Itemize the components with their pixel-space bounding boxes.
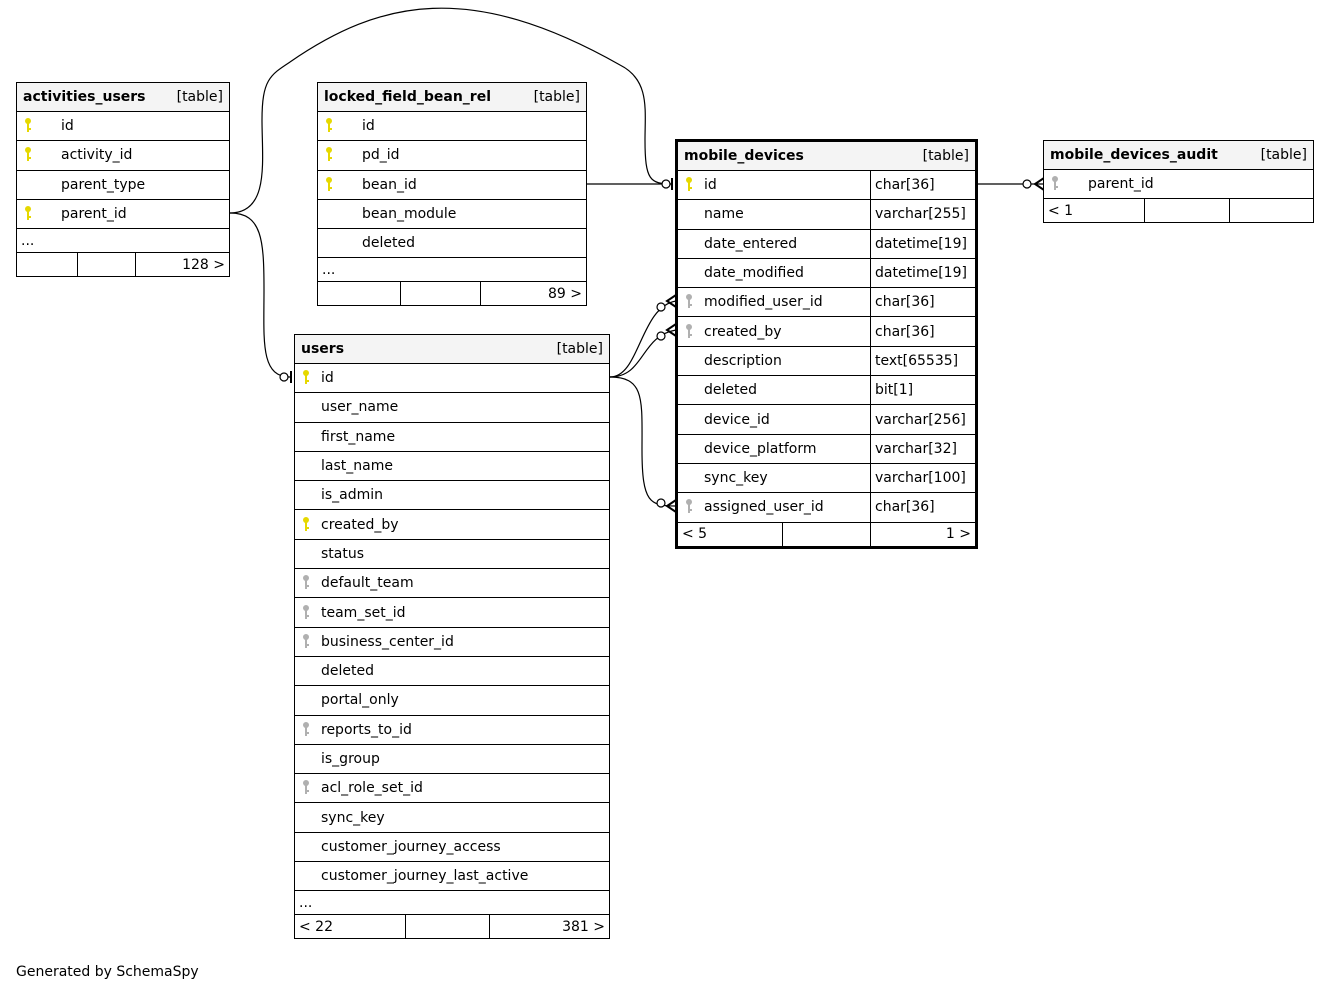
column-row[interactable] (295, 452, 609, 481)
column-name: activity_id (61, 147, 133, 164)
key-slot (23, 205, 33, 223)
foreign-key-icon (301, 574, 311, 592)
column-cell (678, 171, 870, 199)
table-header (1044, 141, 1313, 170)
column-row[interactable] (678, 376, 975, 405)
footer-cell: 381 > (489, 915, 609, 938)
key-slot (324, 205, 334, 223)
column-row[interactable] (295, 862, 609, 891)
column-name: created_by (704, 323, 782, 340)
column-cell (295, 716, 609, 744)
column-name: bean_id (362, 176, 417, 193)
column-cell (318, 112, 586, 140)
key-slot (301, 428, 311, 446)
column-row[interactable] (678, 171, 975, 200)
footer-cell (1229, 199, 1313, 222)
key-slot (324, 234, 334, 252)
column-cell (318, 229, 586, 257)
foreign-key-icon (301, 633, 311, 651)
column-type: varchar[255] (870, 200, 975, 228)
column-name: sync_key (704, 470, 768, 487)
column-name: description (704, 352, 782, 369)
key-slot (301, 662, 311, 680)
column-name: name (704, 206, 744, 223)
footer-cell: < 22 (299, 918, 333, 935)
table-name: users (301, 341, 345, 357)
column-cell (295, 628, 609, 656)
column-cell (678, 288, 870, 316)
primary-key-icon (324, 117, 334, 135)
column-row[interactable] (295, 569, 609, 598)
column-cell (295, 833, 609, 861)
column-cell (295, 452, 609, 480)
key-slot (324, 176, 334, 194)
table-name: locked_field_bean_rel (324, 89, 491, 105)
column-row[interactable] (295, 833, 609, 862)
column-cell (318, 141, 586, 169)
column-name: id (362, 118, 375, 135)
column-name: portal_only (321, 692, 399, 709)
column-row[interactable] (295, 540, 609, 569)
key-slot (301, 574, 311, 592)
column-cell (17, 112, 229, 140)
column-cell (295, 686, 609, 714)
key-slot (1050, 175, 1060, 193)
column-name: last_name (321, 458, 393, 475)
key-slot (301, 867, 311, 885)
key-slot (684, 411, 694, 429)
footer-cell (77, 253, 135, 276)
column-row[interactable] (678, 317, 975, 346)
footer-cell: 1 > (870, 523, 975, 546)
zero-marker (1023, 180, 1031, 188)
column-name: is_admin (321, 487, 384, 504)
column-type: varchar[32] (870, 435, 975, 463)
primary-key-icon (684, 176, 694, 194)
column-name: device_platform (704, 440, 817, 457)
column-row[interactable] (318, 200, 586, 229)
primary-key-icon (324, 176, 334, 194)
column-row[interactable] (318, 141, 586, 170)
column-cell (295, 657, 609, 685)
column-row[interactable] (295, 628, 609, 657)
column-cell (678, 347, 870, 375)
column-name: first_name (321, 428, 396, 445)
key-slot (684, 352, 694, 370)
column-name: deleted (704, 382, 757, 399)
column-name: customer_journey_access (321, 838, 501, 855)
footer-cell (400, 282, 480, 305)
column-name: parent_id (61, 206, 127, 223)
table-header (295, 335, 609, 364)
column-name: acl_role_set_id (321, 780, 423, 797)
zero-marker (280, 373, 288, 381)
key-slot (684, 469, 694, 487)
column-cell (17, 171, 229, 199)
footer-cell: 89 > (480, 282, 586, 305)
column-name: bean_module (362, 206, 457, 223)
column-name: created_by (321, 516, 399, 533)
column-row[interactable] (318, 171, 586, 200)
column-cell (295, 598, 609, 626)
key-slot (684, 235, 694, 253)
column-name: date_modified (704, 265, 804, 282)
column-name: reports_to_id (321, 721, 412, 738)
column-cell (295, 745, 609, 773)
key-slot (301, 516, 311, 534)
column-row[interactable] (295, 745, 609, 774)
footer-cell (17, 253, 77, 276)
foreign-key-icon (301, 604, 311, 622)
column-name: id (61, 118, 74, 135)
primary-key-icon (23, 146, 33, 164)
column-row[interactable] (678, 200, 975, 229)
key-slot (23, 146, 33, 164)
column-row[interactable] (678, 405, 975, 434)
column-cell (295, 510, 609, 538)
column-cell (318, 171, 586, 199)
column-row[interactable] (678, 347, 975, 376)
column-cell (678, 230, 870, 258)
column-row[interactable] (318, 112, 586, 141)
column-type: datetime[19] (870, 230, 975, 258)
foreign-key-icon (1050, 175, 1060, 193)
key-slot (301, 369, 311, 387)
column-cell (295, 803, 609, 831)
column-cell (678, 317, 870, 345)
key-slot (301, 545, 311, 563)
column-row[interactable] (295, 423, 609, 452)
table-name: activities_users (23, 89, 146, 105)
more-columns-ellipsis: ... (17, 229, 229, 253)
column-type: char[36] (870, 288, 975, 316)
column-name: default_team (321, 575, 414, 592)
column-row[interactable] (318, 229, 586, 258)
column-cell (295, 393, 609, 421)
primary-key-icon (23, 205, 33, 223)
key-slot (684, 498, 694, 516)
key-slot (301, 486, 311, 504)
column-name: deleted (362, 235, 415, 252)
column-row[interactable] (678, 230, 975, 259)
column-type: char[36] (870, 317, 975, 345)
key-slot (301, 809, 311, 827)
column-name: status (321, 545, 365, 562)
foreign-key-icon (301, 779, 311, 797)
column-cell (678, 200, 870, 228)
column-row[interactable] (295, 364, 609, 393)
table-kind-label: [table] (176, 89, 223, 105)
column-row[interactable] (295, 657, 609, 686)
footer-cell: 128 > (135, 253, 229, 276)
column-type: varchar[100] (870, 464, 975, 492)
column-name: deleted (321, 663, 374, 680)
table-header (678, 142, 975, 171)
column-cell (678, 435, 870, 463)
column-cell (678, 493, 870, 521)
column-cell (678, 405, 870, 433)
table-kind-label: [table] (533, 89, 580, 105)
table-footer (295, 915, 609, 938)
column-row[interactable] (17, 112, 229, 141)
zero-marker (657, 332, 665, 340)
table-header (318, 83, 586, 112)
link-users-to-assigned-user (610, 377, 676, 506)
column-name: business_center_id (321, 633, 454, 650)
column-row[interactable] (17, 200, 229, 229)
column-type: text[65535] (870, 347, 975, 375)
key-slot (301, 398, 311, 416)
column-cell (678, 464, 870, 492)
column-name: device_id (704, 411, 770, 428)
table-name: mobile_devices (684, 148, 804, 164)
column-cell (678, 259, 870, 287)
column-name: user_name (321, 399, 399, 416)
link-activities-users-to-users (230, 213, 290, 377)
column-row[interactable] (295, 598, 609, 627)
column-name: is_group (321, 751, 380, 767)
column-row[interactable] (678, 288, 975, 317)
column-cell (295, 569, 609, 597)
key-slot (301, 691, 311, 709)
footer-cell (405, 915, 489, 938)
column-row[interactable] (295, 393, 609, 422)
column-row[interactable] (17, 171, 229, 200)
column-row[interactable] (295, 686, 609, 715)
more-columns-ellipsis: ... (295, 891, 609, 915)
column-type: char[36] (870, 171, 975, 199)
column-cell (295, 774, 609, 802)
primary-key-icon (301, 516, 311, 534)
table-mobile-devices[interactable] (675, 139, 978, 549)
primary-key-icon (301, 369, 311, 387)
column-name: assigned_user_id (704, 499, 824, 516)
footer-cell: < 5 (682, 526, 708, 543)
column-cell (318, 200, 586, 228)
foreign-key-icon (684, 293, 694, 311)
foreign-key-icon (684, 323, 694, 341)
table-mobile-devices-audit[interactable] (1043, 140, 1314, 223)
column-name: customer_journey_last_active (321, 868, 529, 885)
key-slot (23, 176, 33, 194)
zero-marker (657, 499, 665, 507)
column-cell (678, 376, 870, 404)
column-name: team_set_id (321, 604, 406, 621)
key-slot (324, 146, 334, 164)
key-slot (301, 779, 311, 797)
column-cell (17, 141, 229, 169)
column-type: varchar[256] (870, 405, 975, 433)
key-slot (684, 323, 694, 341)
column-cell (1044, 170, 1313, 198)
primary-key-icon (324, 146, 334, 164)
foreign-key-icon (301, 721, 311, 739)
table-footer (318, 282, 586, 305)
table-kind-label: [table] (1260, 147, 1307, 163)
table-kind-label: [table] (556, 341, 603, 357)
column-row[interactable] (295, 803, 609, 832)
key-slot (301, 604, 311, 622)
footer-cell (1144, 199, 1229, 222)
key-slot (23, 117, 33, 135)
column-name: parent_type (61, 176, 146, 193)
key-slot (684, 293, 694, 311)
column-cell (295, 481, 609, 509)
table-users[interactable] (294, 334, 610, 939)
primary-key-icon (23, 117, 33, 135)
key-slot (324, 117, 334, 135)
foreign-key-icon (684, 498, 694, 516)
generated-by-note: Generated by SchemaSpy (16, 964, 199, 980)
column-row[interactable] (678, 493, 975, 522)
key-slot (684, 205, 694, 223)
column-name: date_entered (704, 235, 798, 252)
table-footer (1044, 199, 1313, 222)
key-slot (684, 381, 694, 399)
column-row[interactable] (678, 464, 975, 493)
column-row[interactable] (295, 481, 609, 510)
footer-cell (318, 282, 400, 305)
table-footer (678, 523, 975, 546)
column-cell (17, 200, 229, 228)
key-slot (301, 838, 311, 856)
column-type: datetime[19] (870, 259, 975, 287)
table-kind-label: [table] (922, 148, 969, 164)
key-slot (684, 440, 694, 458)
column-cell (295, 862, 609, 890)
column-name: sync_key (321, 809, 385, 826)
key-slot (301, 750, 311, 768)
column-cell (295, 540, 609, 568)
column-cell (295, 423, 609, 451)
key-slot (301, 633, 311, 651)
column-name: modified_user_id (704, 294, 823, 311)
column-row[interactable] (1044, 170, 1313, 199)
zero-marker (657, 303, 665, 311)
column-name: parent_id (1088, 176, 1154, 193)
column-row[interactable] (678, 435, 975, 464)
key-slot (301, 457, 311, 475)
key-slot (684, 176, 694, 194)
table-header (17, 83, 229, 112)
key-slot (684, 264, 694, 282)
column-name: id (704, 177, 717, 194)
footer-cell: < 1 (1048, 202, 1074, 219)
footer-cell (782, 523, 870, 546)
column-type: bit[1] (870, 376, 975, 404)
key-slot (301, 721, 311, 739)
zero-marker (662, 180, 670, 188)
column-name: pd_id (362, 147, 400, 164)
column-type: char[36] (870, 493, 975, 521)
link-users-to-modified-user (610, 301, 676, 377)
column-row[interactable] (295, 510, 609, 539)
column-row[interactable] (295, 774, 609, 803)
more-columns-ellipsis: ... (318, 258, 586, 282)
table-footer (17, 253, 229, 276)
column-row[interactable] (17, 141, 229, 170)
column-row[interactable] (678, 259, 975, 288)
column-cell (295, 364, 609, 392)
column-name: id (321, 370, 334, 387)
table-name: mobile_devices_audit (1050, 147, 1218, 163)
table-locked-field-bean-rel[interactable] (317, 82, 587, 306)
table-activities-users[interactable] (16, 82, 230, 277)
column-row[interactable] (295, 716, 609, 745)
